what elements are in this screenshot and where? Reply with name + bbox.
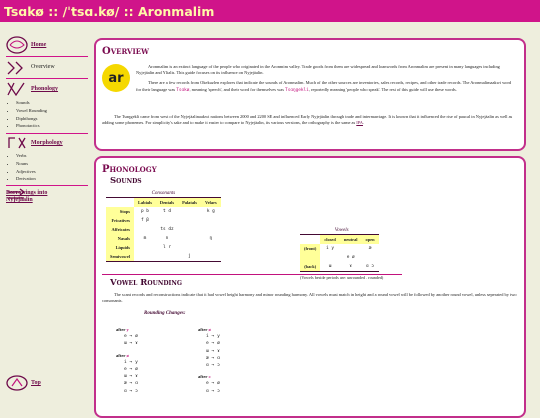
site-title: Tsɑkø :: /ˈtsɑ.kø/ :: Aronmalim bbox=[4, 3, 215, 19]
language-logo: ar bbox=[102, 64, 130, 92]
sidebar-link-phonology[interactable]: Phonology bbox=[31, 86, 59, 92]
sounds-title: Sounds bbox=[110, 176, 142, 186]
sidebar-link-borrowings[interactable]: Borrowings into Nyjejäalin bbox=[6, 190, 48, 203]
vowels-table-wrap bbox=[300, 228, 383, 280]
vowels-note: (Vowels beside periods are: unrounded . rounded) bbox=[300, 275, 384, 280]
overview-icon bbox=[6, 58, 28, 76]
sidebar-item[interactable]: • Phonotactics bbox=[16, 122, 47, 130]
section-divider bbox=[102, 274, 402, 275]
sidebar-item[interactable]: • Vowel Rounding bbox=[16, 107, 47, 115]
ipa-link[interactable]: IPA bbox=[356, 120, 363, 126]
sidebar-phonology-list bbox=[6, 99, 47, 130]
sidebar-phonology[interactable] bbox=[6, 80, 58, 98]
overview-card bbox=[94, 38, 526, 151]
sidebar-overview[interactable] bbox=[6, 58, 55, 76]
vowel-rounding-title: Vowel Rounding bbox=[110, 278, 182, 288]
overview-paragraph: Aronmalim is an extinct language of the people who originated in the Aronmim valley. Trade goods from them are widespread and loanwords from Aronmalim are present in many languages including Nyjejäalin and Ylialis. This guide focuses on its influence on Nyjejäalin. bbox=[136, 64, 500, 76]
sidebar bbox=[0, 22, 92, 405]
sidebar-home[interactable] bbox=[6, 36, 46, 54]
sidebar-link-overview[interactable]: Overview bbox=[31, 64, 55, 70]
sidebar-item[interactable]: • Sounds bbox=[16, 99, 47, 107]
sidebar-link-morphology[interactable]: Morphology bbox=[31, 140, 63, 146]
phonology-icon bbox=[6, 80, 28, 98]
sidebar-item[interactable]: • Nouns bbox=[16, 160, 36, 168]
phonology-title: Phonology bbox=[102, 164, 157, 175]
top-icon bbox=[6, 374, 28, 392]
rounding-col-2: after ø i → y e → ø ɯ → ɤ æ → ɑ ɑ → ɔ after ɔ e → ø ɑ → ɔ bbox=[198, 327, 220, 394]
rounding-paragraph: The scant records and reconstructions indicate that it had vowel height harmony and minor rounding harmony. All vowels must match in height and a round vowel will be followed by another round vowel, unless seperated by two consonants. bbox=[102, 292, 517, 304]
phonology-card bbox=[94, 156, 526, 418]
sidebar-item[interactable]: • Verbs bbox=[16, 152, 36, 160]
rounding-caption: Rounding Changes: bbox=[144, 311, 186, 316]
vowels-caption: Vowels bbox=[334, 228, 349, 233]
morphology-icon bbox=[6, 134, 28, 152]
consonants-caption: Consonants bbox=[151, 191, 176, 196]
page-header bbox=[0, 0, 540, 22]
sidebar-divider bbox=[6, 78, 88, 79]
sidebar-top[interactable] bbox=[6, 374, 41, 392]
sidebar-item[interactable]: • Derivation bbox=[16, 175, 36, 183]
sidebar-borrowings[interactable] bbox=[6, 186, 95, 204]
sidebar-divider bbox=[6, 56, 88, 57]
sidebar-morphology-list bbox=[6, 152, 36, 183]
overview-paragraph: There are a few records from Okekuzlen explores that indicate the sounds of Aronmalim. Much of the other sources are inventories, sales records, recipes, and other trade records. The Aronmalimaakwi word for their language was Tsɑkø, meaning 'speech', and their word for themselves was Tsɑŋgekli, reportedly meaning 'people who speak'. The rest of this guide will use these words. bbox=[136, 80, 512, 93]
overview-paragraph: The Tsɑŋgekli came from west of the Nyjejäalinaakwi nations between 2000 and 2200 SE and influenced Early Nyjejäalin through trade and intermarriage. It is known that it influenced the rise of paucal in Nyjejäalin as well as adding some phonemes. For simplicity's sake and to make it easier to compare to Nyjejäalin, its various versions, the orthography is the same as IPA. bbox=[102, 114, 513, 126]
sidebar-item[interactable]: • Diphthongs bbox=[16, 115, 47, 123]
rounding-col-1: after y e → ø ɯ → ɤ after ø i → y e → ø ɯ → ɤ æ → ɑ ɑ → ɔ bbox=[116, 327, 138, 394]
vowels-table: closed neutral open (front) i y æ e ø (back) ɯ ɤ ɑ ɔ bbox=[300, 234, 379, 272]
sidebar-link-top[interactable]: Top bbox=[31, 380, 41, 386]
consonants-table-wrap bbox=[106, 191, 221, 262]
overview-title: Overview bbox=[102, 46, 149, 57]
consonants-table: Labials Dentals Palatals Velars Stops p b t d k g Fricatives f β Affricates ts dz Nasals m n ŋ Liquids l r Semivowel j bbox=[106, 197, 221, 262]
sidebar-item[interactable]: • Adjectives bbox=[16, 168, 36, 176]
sidebar-morphology[interactable] bbox=[6, 134, 63, 152]
sidebar-link-home[interactable]: Home bbox=[31, 42, 47, 48]
home-icon bbox=[6, 36, 28, 54]
